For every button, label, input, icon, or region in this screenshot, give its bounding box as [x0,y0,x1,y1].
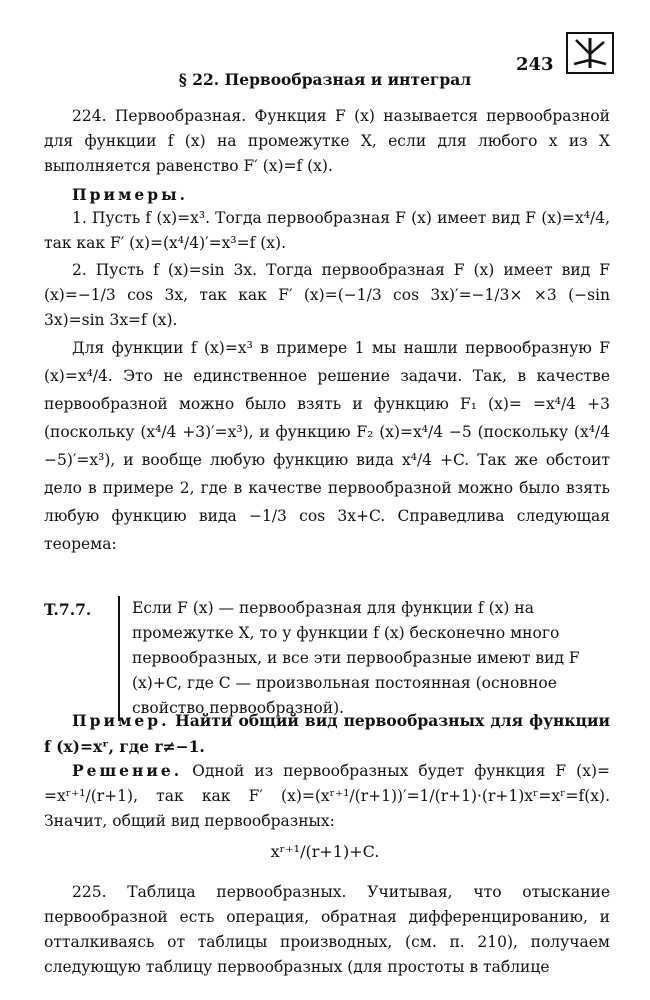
solution-formula: xʳ⁺¹/(r+1)+C. [270,842,380,861]
section-heading: § 22. Первообразная и интеграл [178,70,472,89]
solution [44,758,610,834]
solution-text: Одной из первообразных будет функция F (x)= =xʳ⁺¹/(r+1), так как F′ (x)=(xʳ⁺¹/(r+1))′=1/(r+1)·(r+1)xʳ=xʳ=f(x). Значит, общий вид первообразных: [44,762,610,830]
theorem-label: T.7.7. [44,600,92,619]
page-number: 243 [516,54,554,75]
example-2: 2. Пусть f (x)=sin 3x. Тогда первообразная F (x) имеет вид F (x)=−1/3 cos 3x, так как F′ (x)=(−1/3 cos 3x)′=−1/3× ×3 (−sin 3x)=sin 3x=f (x). [44,261,610,329]
example-label: Пример. [72,711,170,730]
book-mark-icon [566,32,614,74]
paragraph-225: 225. Таблица первообразных. Учитывая, что отыскание первообразной есть операция, обратная дифференцированию, и отталкиваясь от таблицы производных, (см. п. 210), получаем следующую таблицу первообразных (для простоты в таблице [44,883,610,976]
solution-label: Решение. [72,761,183,780]
example-1: 1. Пусть f (x)=x³. Тогда первообразная F (x) имеет вид F (x)=x⁴/4, так как F′ (x)=(x⁴/4)′=x³=f (x). [44,209,610,252]
example-statement [44,708,610,760]
example-text: Найти общий вид первообразных для функции f (x)=xʳ, где r≠−1. [44,711,610,756]
examples-label: Примеры. [72,185,189,204]
theorem-box: Если F (x) — первообразная для функции f (x) на промежутке X, то у функции f (x) бесконечно много первообразных, и все эти первообразные имеют вид F (x)+C, где C — произвольная постоянная (основное свойство первообразной). [118,596,610,721]
paragraph-224: 224. Первообразная. Функция F (x) называется первообразной для функции f (x) на промежутке X, если для любого x из X выполняется равенство F′ (x)=f (x). [44,107,610,175]
paragraph-function: Для функции f (x)=x³ в примере 1 мы нашли первообразную F (x)=x⁴/4. Это не единственное решение задачи. Так, в качестве первообразной можно было взять и функцию F₁ (x)= =x⁴/4 +3 (поскольку (x⁴/4 +3)′=x³), и функцию F₂ (x)=x⁴/4 −5 (поскольку (x⁴/4 −5)′=x³), и вообще любую функцию вида x⁴/4 +C. Так же обстоит дело в примере 2, где в качестве первообразной можно было взять любую функцию вида −1/3 cos 3x+C. Справедлива следующая теорема: [44,339,610,553]
